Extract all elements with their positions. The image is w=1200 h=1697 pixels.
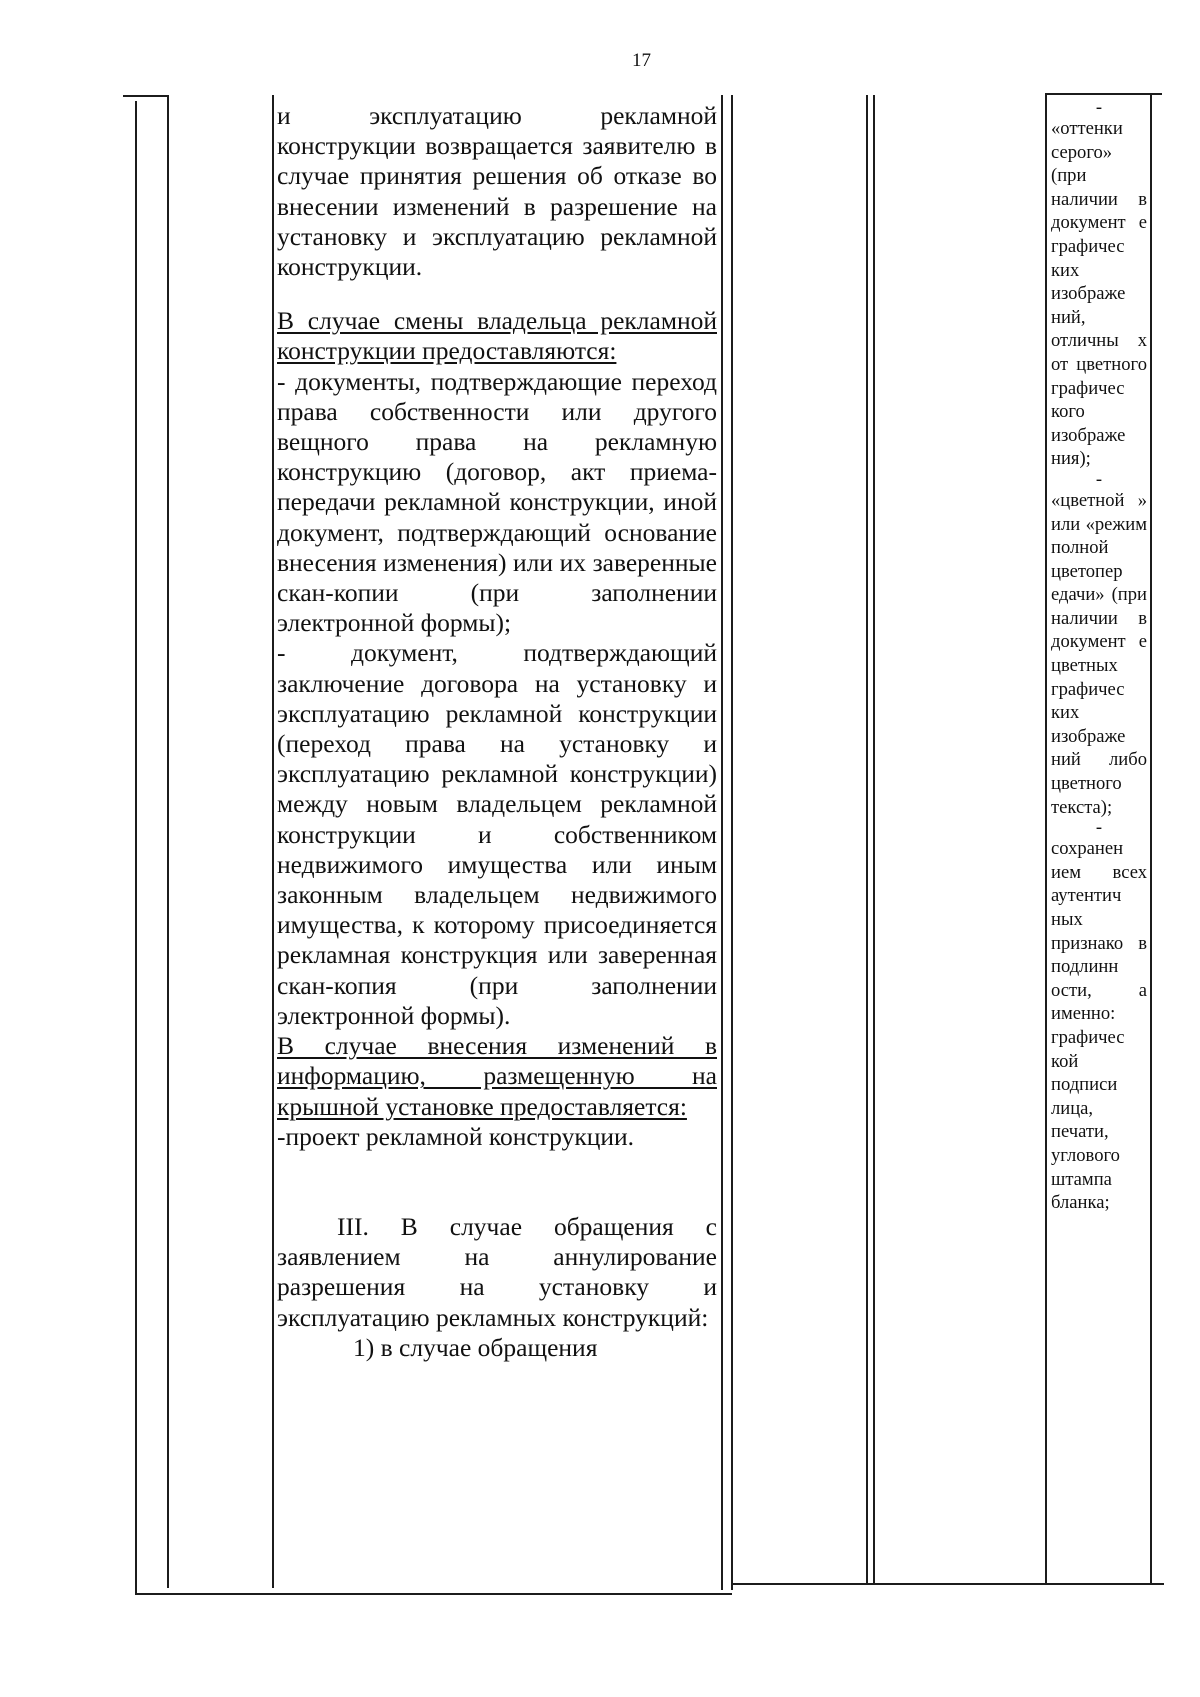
- roof-installation-item: -проект рекламной конструкции.: [277, 1121, 635, 1151]
- grayscale-mode-item: «оттенки серого» (при наличии в документ е графичес ких изображе ний, отличны х от цветного графичес кого изображе ния);: [1051, 118, 1147, 470]
- list-dash: -: [1095, 468, 1103, 490]
- owner-change-item-2: - документ, подтверждающий заключение договора на установку и эксплуатацию рекламной конструкции (переход права на установку и эксплуатацию рекламной конструкции) между новым владельцем рекламной конструкции и собственником недвижимого имущества или иным законным владельцем недвижимого имущества, к которому присоединяется рекламная конструкция или заверенная скан-копия (при заполнении электронной формы).: [277, 638, 717, 1030]
- column-divider: [272, 95, 274, 1588]
- color-mode-item: «цветной » или «режим полной цветопер едачи» (при наличии в документ е цветных графичес ких изображе ний либо цветного текста);: [1051, 489, 1147, 818]
- owner-change-item-1: - документы, подтверждающие переход права собственности или другого вещного права на рекламную конструкцию (договор, акт приема-передачи рекламной конструкции, иной документ, подтверждающий основание внесения изменения) или их заверенные скан-копии (при заполнении электронной формы);: [277, 366, 717, 638]
- column-divider: [731, 95, 733, 1590]
- owner-change-heading: В случае смены владельца рекламной конструкции предоставляются:: [277, 306, 717, 366]
- column-divider: [873, 95, 875, 1585]
- table-top-border: [1045, 93, 1162, 95]
- paragraph-continuation: и эксплуатацию рекламной конструкции возвращается заявителю в случае принятия решения об отказе во внесении изменений в разрешение на установку и эксплуатацию рекламной конструкции.: [277, 101, 717, 282]
- column-divider: [866, 95, 868, 1585]
- main-text-cell: [277, 101, 717, 1363]
- list-dash: -: [1095, 817, 1103, 839]
- authenticity-item: сохранен ием всех аутентич ных признако в подлинн ости, а именно: графичес кой подписи лица, печати, углового штампа бланка;: [1051, 838, 1147, 1214]
- table-bottom-border: [731, 1583, 1164, 1585]
- page-number: 17: [632, 50, 651, 71]
- section-iii-item-1: 1) в случае обращения: [353, 1332, 598, 1362]
- table-top-border: [123, 95, 168, 97]
- column-divider: [167, 95, 169, 1588]
- column-divider: [135, 101, 137, 1594]
- column-divider: [1150, 93, 1152, 1583]
- table-bottom-border: [135, 1593, 732, 1595]
- list-dash: -: [1095, 97, 1103, 118]
- roof-installation-heading: В случае внесения изменений в информацию, размещенную на крышной установке предоставляется:: [277, 1031, 717, 1121]
- column-divider: [1045, 93, 1047, 1583]
- right-text-cell: [1051, 99, 1147, 1215]
- column-divider: [721, 95, 723, 1590]
- section-iii-heading: III. В случае обращения с заявлением на аннулирование разрешения на установку и эксплуатацию рекламных конструкций:: [277, 1211, 717, 1332]
